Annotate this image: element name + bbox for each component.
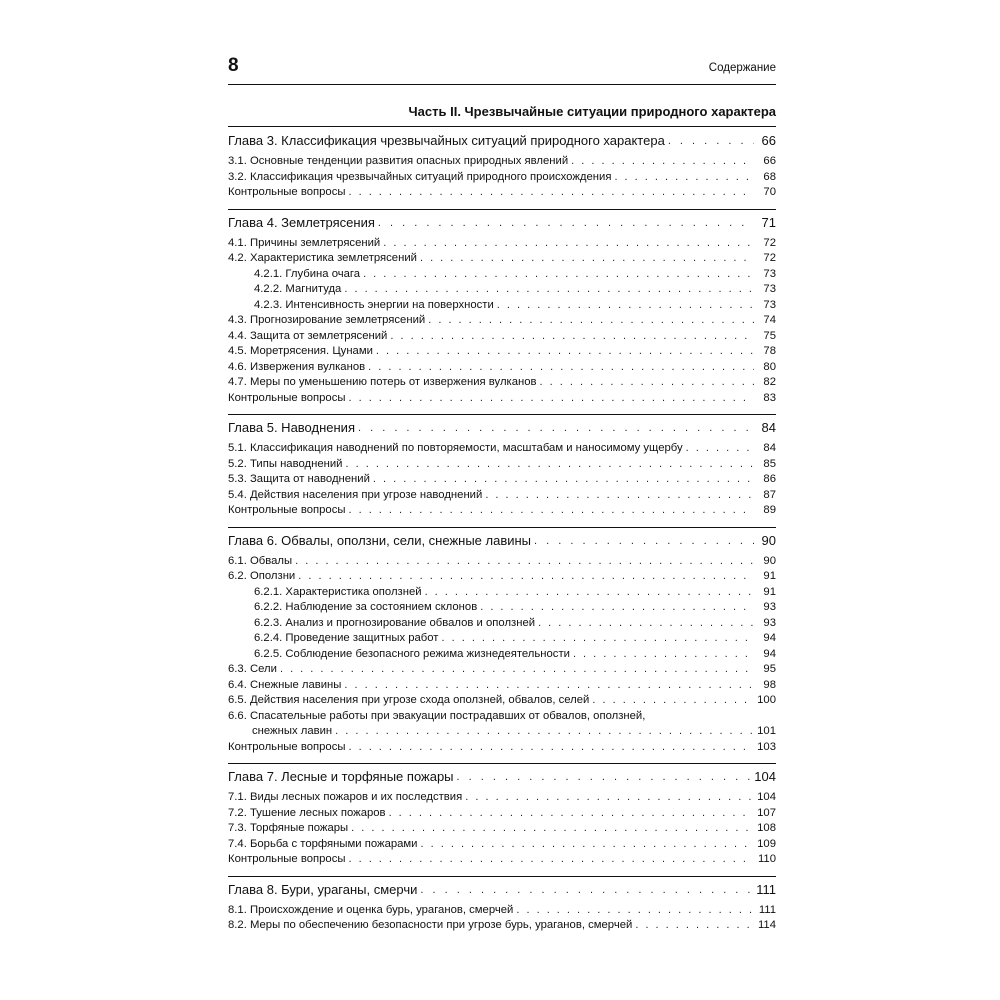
- toc-entry-label: 7.4. Борьба с торфяными пожарами: [228, 837, 421, 853]
- toc-entry-label: 7.1. Виды лесных пожаров и их последствия: [228, 790, 465, 806]
- toc-entry-page: 84: [763, 442, 776, 454]
- leader-dots: [280, 662, 754, 678]
- toc-entry-label: Контрольные вопросы: [228, 852, 348, 868]
- toc-entry-label: 3.1. Основные тенденции развития опасных природных явлений: [228, 154, 571, 170]
- toc-entry-page: 83: [763, 391, 776, 404]
- toc-entry-label: 5.3. Защита от наводнений: [228, 472, 373, 488]
- toc-entry-page: 78: [763, 345, 776, 357]
- toc-subentry-label: 6.2.2. Наблюдение за состоянием склонов: [228, 600, 480, 616]
- toc-entry-page: 90: [763, 554, 776, 567]
- toc-entry-label: Контрольные вопросы: [228, 740, 348, 756]
- toc-entry[interactable]: [228, 678, 776, 694]
- chapter-entries: [228, 154, 776, 201]
- leader-dots: [635, 918, 754, 934]
- toc-entry[interactable]: [228, 918, 776, 934]
- toc-entry-label: 4.4. Защита от землетрясений: [228, 329, 390, 345]
- leader-dots: [668, 132, 754, 150]
- toc-subentry-page: 93: [763, 601, 776, 613]
- toc-subentry[interactable]: [228, 298, 776, 314]
- toc-entry-page: 101: [757, 725, 776, 737]
- leader-dots: [363, 267, 754, 283]
- leader-dots: [378, 214, 754, 232]
- toc-entry-label: 4.1. Причины землетрясений: [228, 236, 383, 252]
- toc-subentry[interactable]: [228, 267, 776, 283]
- toc-entry-page: 70: [763, 186, 776, 198]
- toc-entry-page: 114: [757, 919, 776, 931]
- leader-dots: [573, 647, 754, 663]
- toc-entry-label: 6.4. Снежные лавины: [228, 678, 344, 694]
- chapter-heading-page: 90: [761, 532, 776, 548]
- toc-entry[interactable]: [228, 852, 776, 868]
- chapter-heading-label: Глава 3. Классификация чрезвычайных ситуаций природного характера: [228, 132, 668, 150]
- running-title: Содержание: [708, 62, 776, 74]
- toc-entry-label: 4.5. Моретрясения. Цунами: [228, 344, 376, 360]
- toc-entry-label: 7.3. Торфяные пожары: [228, 821, 351, 837]
- leader-dots: [571, 154, 754, 170]
- toc-entry-label: 5.2. Типы наводнений: [228, 457, 345, 473]
- chapter-divider: [228, 876, 776, 877]
- toc-entry[interactable]: [228, 662, 776, 678]
- toc-subentry-label: 6.2.1. Характеристика оползней: [228, 585, 425, 601]
- toc-entry-page: 100: [757, 694, 776, 706]
- leader-dots: [441, 631, 754, 647]
- toc-subentry-label: 4.2.2. Магнитуда: [228, 282, 344, 298]
- toc-entry-page: 108: [757, 822, 776, 834]
- toc-entry-label: Контрольные вопросы: [228, 503, 348, 519]
- toc-subentry-page: 93: [763, 616, 776, 629]
- leader-dots: [358, 419, 754, 437]
- chapter-heading-label: Глава 5. Наводнения: [228, 419, 358, 437]
- chapter-heading-label: Глава 7. Лесные и торфяные пожары: [228, 768, 457, 786]
- leader-dots: [485, 488, 754, 504]
- book-page: [228, 50, 776, 931]
- toc-entry-page: 75: [763, 329, 776, 342]
- leader-dots: [534, 532, 754, 550]
- chapter-heading-page: 66: [761, 133, 776, 148]
- toc-subentry-page: 73: [763, 298, 776, 311]
- chapter-block: [228, 419, 776, 519]
- toc-entry[interactable]: [228, 360, 776, 376]
- leader-dots: [540, 375, 754, 391]
- leader-dots: [389, 806, 754, 822]
- toc-entry-page: 91: [763, 570, 776, 582]
- toc-entry[interactable]: [228, 170, 776, 186]
- chapter-block: [228, 881, 776, 934]
- leader-dots: [420, 251, 754, 267]
- toc-entry[interactable]: [228, 806, 776, 822]
- toc-entry-page: 98: [763, 678, 776, 691]
- toc-entry[interactable]: [228, 821, 776, 837]
- toc-entry[interactable]: [228, 391, 776, 407]
- toc-entry-label: 4.3. Прогнозирование землетрясений: [228, 313, 428, 329]
- leader-dots: [390, 329, 754, 345]
- part-title: Часть II. Чрезвычайные ситуации природного характера: [408, 104, 776, 119]
- toc-entry-label: Контрольные вопросы: [228, 391, 348, 407]
- chapter-heading[interactable]: [228, 419, 776, 437]
- leader-dots: [344, 282, 754, 298]
- chapter-divider: [228, 763, 776, 764]
- chapter-entries: [228, 790, 776, 868]
- toc-entry-page: 80: [763, 360, 776, 373]
- toc-subentry[interactable]: [228, 647, 776, 663]
- toc-subentry-label: 4.2.3. Интенсивность энергии на поверхности: [228, 298, 497, 314]
- part-divider: [228, 126, 776, 127]
- toc-entry-page: 72: [763, 252, 776, 264]
- toc-subentry-page: 94: [763, 647, 776, 660]
- toc-entry[interactable]: [228, 329, 776, 345]
- chapter-heading-label: Глава 8. Бури, ураганы, смерчи: [228, 881, 420, 899]
- chapter-entries: [228, 554, 776, 756]
- toc-entry-page: 89: [763, 504, 776, 516]
- leader-dots: [373, 472, 754, 488]
- toc-subentry-label: 6.2.3. Анализ и прогнозирование обвалов и оползней: [228, 616, 538, 632]
- toc-entry[interactable]: [228, 790, 776, 806]
- chapter-heading-page: 111: [756, 881, 776, 897]
- toc-entry-page: 95: [763, 663, 776, 675]
- leader-dots: [348, 185, 754, 201]
- toc-entry[interactable]: [228, 488, 776, 504]
- toc-entry-label: 6.2. Оползни: [228, 569, 298, 585]
- leader-dots: [614, 170, 754, 186]
- toc-entry[interactable]: [228, 503, 776, 519]
- chapter-block: [228, 532, 776, 756]
- toc-entry[interactable]: [228, 740, 776, 756]
- toc-entry-page: 85: [763, 457, 776, 470]
- toc-entry[interactable]: [228, 903, 776, 919]
- toc-entry-continuation: [228, 724, 776, 740]
- toc-entry-page: 82: [763, 376, 776, 388]
- leader-dots: [421, 837, 754, 853]
- toc-entry[interactable]: [228, 154, 776, 170]
- chapter-divider: [228, 209, 776, 210]
- toc-subentry[interactable]: [228, 282, 776, 298]
- leader-dots: [348, 740, 753, 756]
- toc-entry-page: 103: [757, 740, 776, 753]
- leader-dots: [344, 678, 754, 694]
- chapter-heading-label: Глава 4. Землетрясения: [228, 214, 378, 232]
- leader-dots: [348, 503, 754, 519]
- chapter-entries: [228, 903, 776, 934]
- toc-entry-label: 6.1. Обвалы: [228, 554, 295, 570]
- leader-dots: [295, 554, 754, 570]
- leader-dots: [592, 693, 753, 709]
- leader-dots: [348, 852, 754, 868]
- toc-entry-label: 8.2. Меры по обеспечению безопасности при угрозе бурь, ураганов, смерчей: [228, 918, 635, 934]
- chapter-divider: [228, 414, 776, 415]
- toc-entry[interactable]: [228, 375, 776, 391]
- toc-entry-label: 5.1. Классификация наводнений по повторяемости, масштабам и наносимому ущербу: [228, 441, 686, 457]
- leader-dots: [428, 313, 754, 329]
- chapter-heading-label: Глава 6. Обвалы, оползни, сели, снежные лавины: [228, 532, 534, 550]
- leader-dots: [457, 768, 751, 786]
- toc-entry-label: Контрольные вопросы: [228, 185, 348, 201]
- chapter-block: [228, 768, 776, 868]
- toc-subentry[interactable]: [228, 600, 776, 616]
- toc-entry[interactable]: [228, 344, 776, 360]
- chapter-entries: [228, 441, 776, 519]
- toc-entry-label: 5.4. Действия населения при угрозе наводнений: [228, 488, 485, 504]
- chapter-heading-page: 84: [761, 420, 776, 435]
- toc-entry[interactable]: [228, 441, 776, 457]
- chapter-divider: [228, 527, 776, 528]
- page-header: [228, 50, 776, 85]
- toc-entry-label: 6.3. Сели: [228, 662, 280, 678]
- toc-entry[interactable]: [228, 554, 776, 570]
- leader-dots: [465, 790, 753, 806]
- toc-entry-page: 66: [763, 155, 776, 167]
- leader-dots: [368, 360, 754, 376]
- table-of-contents: [228, 128, 776, 934]
- chapter-heading[interactable]: [228, 132, 776, 150]
- leader-dots: [383, 236, 754, 252]
- leader-dots: [351, 821, 753, 837]
- toc-entry-label: 4.6. Извержения вулканов: [228, 360, 368, 376]
- toc-entry-page: 111: [758, 903, 776, 916]
- chapter-heading[interactable]: [228, 532, 776, 550]
- leader-dots: [420, 881, 752, 899]
- toc-entry-page: 110: [757, 853, 776, 865]
- toc-subentry-label: 4.2.1. Глубина очага: [228, 267, 363, 283]
- chapter-heading-page: 104: [754, 769, 776, 784]
- chapter-heading[interactable]: [228, 768, 776, 786]
- toc-subentry-page: 73: [763, 267, 776, 280]
- toc-entry[interactable]: [228, 185, 776, 201]
- chapter-heading-page: 71: [761, 214, 776, 230]
- toc-entry-page: 86: [763, 473, 776, 485]
- toc-entry-label: 7.2. Тушение лесных пожаров: [228, 806, 389, 822]
- leader-dots: [376, 344, 754, 360]
- toc-entry[interactable]: [228, 457, 776, 473]
- leader-dots: [335, 724, 753, 740]
- toc-subentry[interactable]: [228, 585, 776, 601]
- chapter-block: [228, 132, 776, 201]
- chapter-heading[interactable]: [228, 881, 776, 899]
- toc-entry-label: 3.2. Классификация чрезвычайных ситуаций природного происхождения: [228, 170, 614, 186]
- chapter-entries: [228, 236, 776, 407]
- toc-entry[interactable]: [228, 236, 776, 252]
- leader-dots: [348, 391, 754, 407]
- page-number: 8: [228, 55, 239, 76]
- leader-dots: [298, 569, 754, 585]
- toc-entry-label: 4.2. Характеристика землетрясений: [228, 251, 420, 267]
- leader-dots: [345, 457, 754, 473]
- toc-entry[interactable]: [228, 569, 776, 585]
- leader-dots: [516, 903, 754, 919]
- toc-entry-page: 72: [763, 236, 776, 249]
- toc-entry[interactable]: [228, 472, 776, 488]
- toc-subentry[interactable]: [228, 631, 776, 647]
- toc-entry-page: 109: [757, 837, 776, 850]
- toc-entry-page: 87: [763, 488, 776, 501]
- toc-subentry-page: 91: [763, 585, 776, 598]
- toc-subentry-label: 6.2.5. Соблюдение безопасного режима жизнедеятельности: [228, 647, 573, 663]
- toc-entry[interactable]: [228, 251, 776, 267]
- toc-entry[interactable]: [228, 313, 776, 329]
- toc-entry-continuation-label: снежных лавин: [228, 724, 335, 740]
- toc-entry[interactable]: [228, 693, 776, 709]
- chapter-heading[interactable]: [228, 214, 776, 232]
- toc-entry-label: 6.6. Спасательные работы при эвакуации пострадавших от обвалов, оползней,: [228, 709, 646, 722]
- toc-entry-label: 6.5. Действия населения при угрозе схода оползней, обвалов, селей: [228, 693, 592, 709]
- toc-subentry-page: 73: [763, 283, 776, 295]
- toc-entry[interactable]: [228, 837, 776, 853]
- leader-dots: [686, 441, 754, 457]
- toc-entry[interactable]: [228, 709, 776, 740]
- chapter-block: [228, 214, 776, 407]
- toc-subentry-label: 6.2.4. Проведение защитных работ: [228, 631, 441, 647]
- toc-entry-label: 8.1. Происхождение и оценка бурь, ураганов, смерчей: [228, 903, 516, 919]
- toc-subentry-page: 94: [763, 632, 776, 644]
- leader-dots: [497, 298, 754, 314]
- leader-dots: [480, 600, 754, 616]
- toc-entry-label: 4.7. Меры по уменьшению потерь от извержения вулканов: [228, 375, 540, 391]
- toc-entry-page: 68: [763, 170, 776, 183]
- toc-entry-page: 107: [757, 806, 776, 819]
- leader-dots: [425, 585, 754, 601]
- toc-entry-page: 74: [763, 314, 776, 326]
- toc-entry-page: 104: [757, 791, 776, 803]
- toc-subentry[interactable]: [228, 616, 776, 632]
- leader-dots: [538, 616, 754, 632]
